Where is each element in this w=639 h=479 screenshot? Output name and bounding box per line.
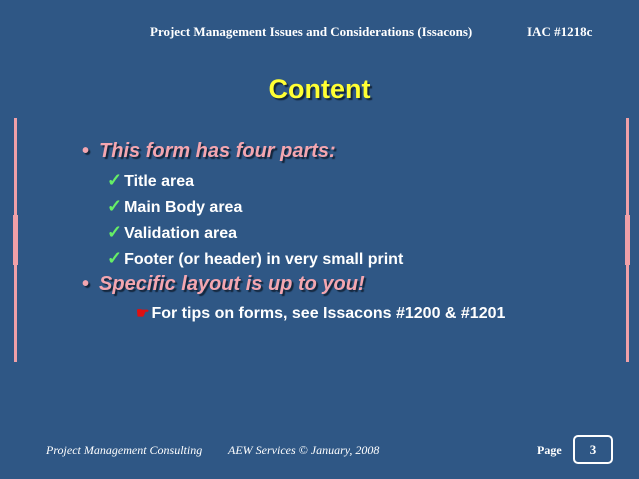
sub-item [107, 196, 242, 217]
right-accent-nub [625, 215, 630, 265]
footer-copyright: AEW Services © January, 2008 [228, 443, 380, 457]
sub-item-text: Validation area [124, 225, 238, 242]
header-code: IAC #1218c [527, 24, 593, 39]
bullet-item [82, 140, 336, 163]
tip-line [136, 304, 505, 323]
bullet-dot-icon: • [82, 140, 90, 162]
checkmark-icon: ✓ [107, 170, 123, 190]
bullet-dot-icon: • [82, 273, 90, 295]
checkmark-icon: ✓ [107, 196, 123, 216]
tip-text: For tips on forms, see Issacons #1200 & #1201 [151, 305, 506, 322]
header-title: Project Management Issues and Considerations (Issacons) [150, 24, 473, 39]
checkmark-icon: ✓ [107, 222, 123, 242]
left-accent-bar [14, 118, 17, 362]
slide-title: Content [268, 74, 371, 104]
sub-item-text: Title area [124, 173, 195, 190]
page-number-box: 3 [573, 435, 613, 464]
sub-item [107, 170, 194, 191]
bullet-text: This form has four parts: [99, 140, 336, 162]
footer-page-label: Page [537, 443, 562, 457]
checkmark-icon: ✓ [107, 248, 123, 268]
sub-item [107, 248, 403, 269]
pointing-hand-icon: ☛ [136, 305, 150, 322]
sub-item-text: Main Body area [124, 199, 243, 216]
bullet-item [82, 273, 365, 296]
sub-item-text: Footer (or header) in very small print [124, 251, 404, 268]
footer-company: Project Management Consulting [46, 443, 203, 457]
left-accent-nub [13, 215, 18, 265]
right-accent-bar [626, 118, 629, 362]
bullet-text: Specific layout is up to you! [99, 273, 365, 295]
sub-item [107, 222, 237, 243]
